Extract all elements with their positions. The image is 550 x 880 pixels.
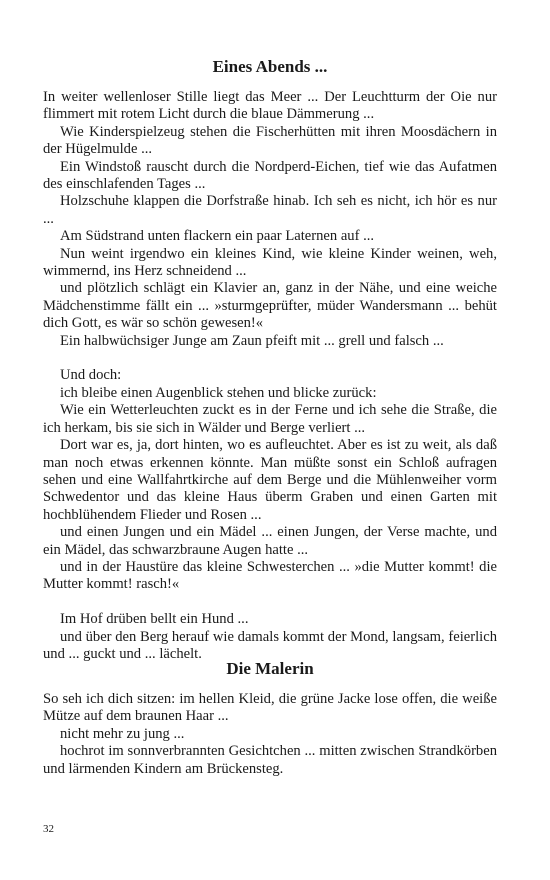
paragraph: und plötzlich schlägt ein Klavier an, ganz in der Nähe, und eine weiche Mädchenstimme fällt ein ... »sturmgeprüfter, müder Wandersmann ... behüt dich Gott, es wär so schön gewesen!« <box>43 280 497 332</box>
section-title: Eines Abends ... <box>212 57 328 76</box>
paragraph: und einen Jungen und ein Mädel ... einen Jungen, der Verse machte, und ein Mädel, das schwarzbraune Augen hatte ... <box>43 524 497 558</box>
paragraph: Und doch: <box>60 367 122 384</box>
paragraph: und in der Haustüre das kleine Schwesterchen ... »die Mutter kommt! die Mutter kommt! rasch!« <box>43 558 497 593</box>
paragraph: ich bleibe einen Augenblick stehen und blicke zurück: <box>60 384 377 401</box>
paragraph: Ein Windstoß rauscht durch die Nordperd-Eichen, tief wie das Aufatmen des einschlafenden Tages ... <box>43 158 497 193</box>
paragraph: Im Hof drüben bellt ein Hund ... <box>60 611 249 628</box>
section-title: Die Malerin <box>226 659 314 678</box>
paragraph: und über den Berg herauf wie damals kommt der Mond, langsam, feierlich und ... guckt und ... lächelt. <box>43 628 497 662</box>
paragraph: In weiter wellenloser Stille liegt das Meer ... Der Leuchtturm der Oie nur flimmert mit rotem Licht durch die blaue Dämmerung ... <box>43 89 497 123</box>
paragraph: nicht mehr zu jung ... <box>60 725 185 742</box>
paragraph: Ein halbwüchsiger Junge am Zaun pfeift mit ... grell und falsch ... <box>60 332 444 349</box>
paragraph: Wie Kinderspielzeug stehen die Fischerhütten mit ihren Moosdächern in der Hügelmulde ... <box>43 123 497 158</box>
paragraph: Am Südstrand unten flackern ein paar Laternen auf ... <box>60 228 375 245</box>
paragraph: hochrot im sonnverbrannten Gesichtchen ... mitten zwischen Strandkörben und lärmenden Kindern am Brückensteg. <box>43 743 497 777</box>
paragraph: Holzschuhe klappen die Dorfstraße hinab. Ich seh es nicht, ich hör es nur ... <box>43 193 497 227</box>
section-eines-abends <box>43 56 497 663</box>
paragraph: Nun weint irgendwo ein kleines Kind, wie kleine Kinder weinen, weh, wimmernd, ins Herz schneidend ... <box>43 245 497 280</box>
section-die-malerin <box>43 658 497 778</box>
page-number: 32 <box>43 823 54 835</box>
paragraph: So seh ich dich sitzen: im hellen Kleid, die grüne Jacke lose offen, die weiße Mütze auf dem braunen Haar ... <box>43 691 497 725</box>
paragraph: Wie ein Wetterleuchten zuckt es in der Ferne und ich sehe die Straße, die ich herkam, bis sie sich in Wälder und Berge verliert ... <box>43 402 497 436</box>
paragraph: Dort war es, ja, dort hinten, wo es aufleuchtet. Aber es ist zu weit, als daß man noch etwas erkennen könnte. Man müßte sonst ein Schloß aufragen sehen und eine Wallfahrtkirche auf dem Berge und die Mühlenweiher vorm Schwedentor und das kleine Haus überm Graben und einen Garten mit hochblühendem Flieder und Rosen ... <box>43 437 497 523</box>
